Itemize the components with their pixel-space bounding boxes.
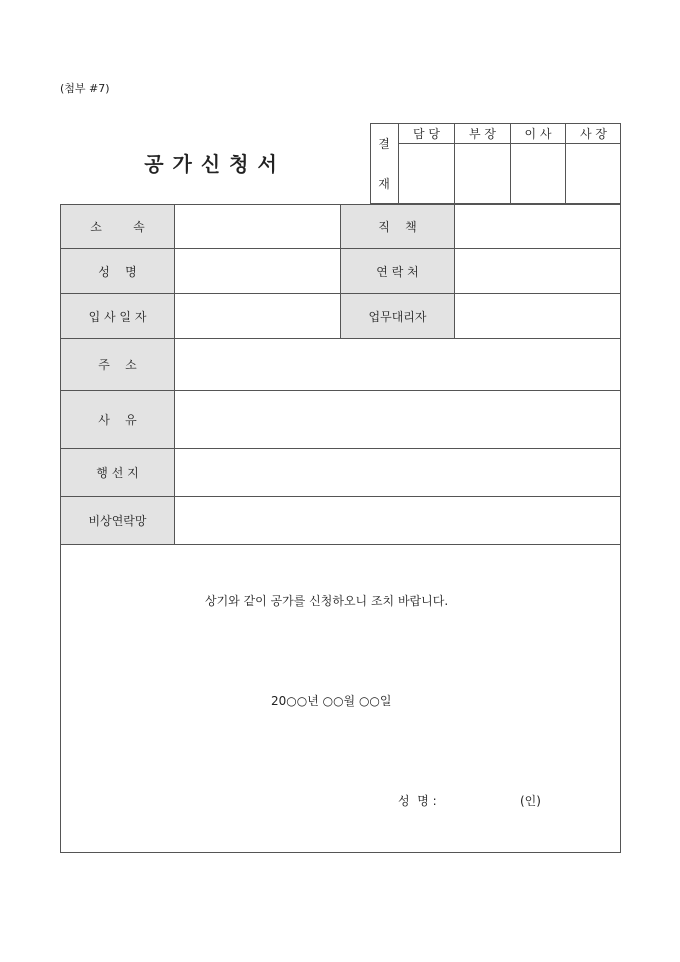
hire-date-input[interactable] <box>175 294 341 339</box>
address-label: 주 소 <box>61 339 175 391</box>
seal-mark: (인) <box>520 794 541 808</box>
address-input[interactable] <box>175 339 620 391</box>
reason-input[interactable] <box>175 391 620 449</box>
approval-label-top: 결 <box>370 123 399 163</box>
deputy-input[interactable] <box>455 294 620 339</box>
position-input[interactable] <box>455 205 620 249</box>
approval-label-bottom: 재 <box>370 163 399 204</box>
position-label: 직 책 <box>341 205 455 249</box>
affiliation-label: 소 속 <box>61 205 175 249</box>
attachment-label: (첨부 #7) <box>60 82 110 95</box>
hire-date-label: 입 사 일 자 <box>61 294 175 339</box>
approval-role-president: 사 장 <box>566 123 621 144</box>
approval-role-staff: 담 당 <box>399 123 455 144</box>
approval-role-director: 이 사 <box>511 123 566 144</box>
signature-label: 성 명 : <box>398 794 437 808</box>
deputy-label: 업무대리자 <box>341 294 455 339</box>
destination-label: 행 선 지 <box>61 449 175 497</box>
approval-sign-staff[interactable] <box>399 144 455 204</box>
affiliation-input[interactable] <box>175 205 341 249</box>
reason-label: 사 유 <box>61 391 175 449</box>
destination-input[interactable] <box>175 449 620 497</box>
form-title: 공가신청서 <box>144 152 286 176</box>
approval-sign-manager[interactable] <box>455 144 511 204</box>
approval-role-manager: 부 장 <box>455 123 511 144</box>
application-date: 20○○년 ○○월 ○○일 <box>271 694 392 708</box>
contact-input[interactable] <box>455 249 620 294</box>
emergency-contact-input[interactable] <box>175 497 620 545</box>
approval-sign-president[interactable] <box>566 144 621 204</box>
approval-sign-director[interactable] <box>511 144 566 204</box>
signature-field[interactable] <box>450 788 516 808</box>
contact-label: 연 락 처 <box>341 249 455 294</box>
name-label: 성 명 <box>61 249 175 294</box>
name-input[interactable] <box>175 249 341 294</box>
request-statement: 상기와 같이 공가를 신청하오니 조치 바랍니다. <box>205 594 449 608</box>
emergency-contact-label: 비상연락망 <box>61 497 175 545</box>
